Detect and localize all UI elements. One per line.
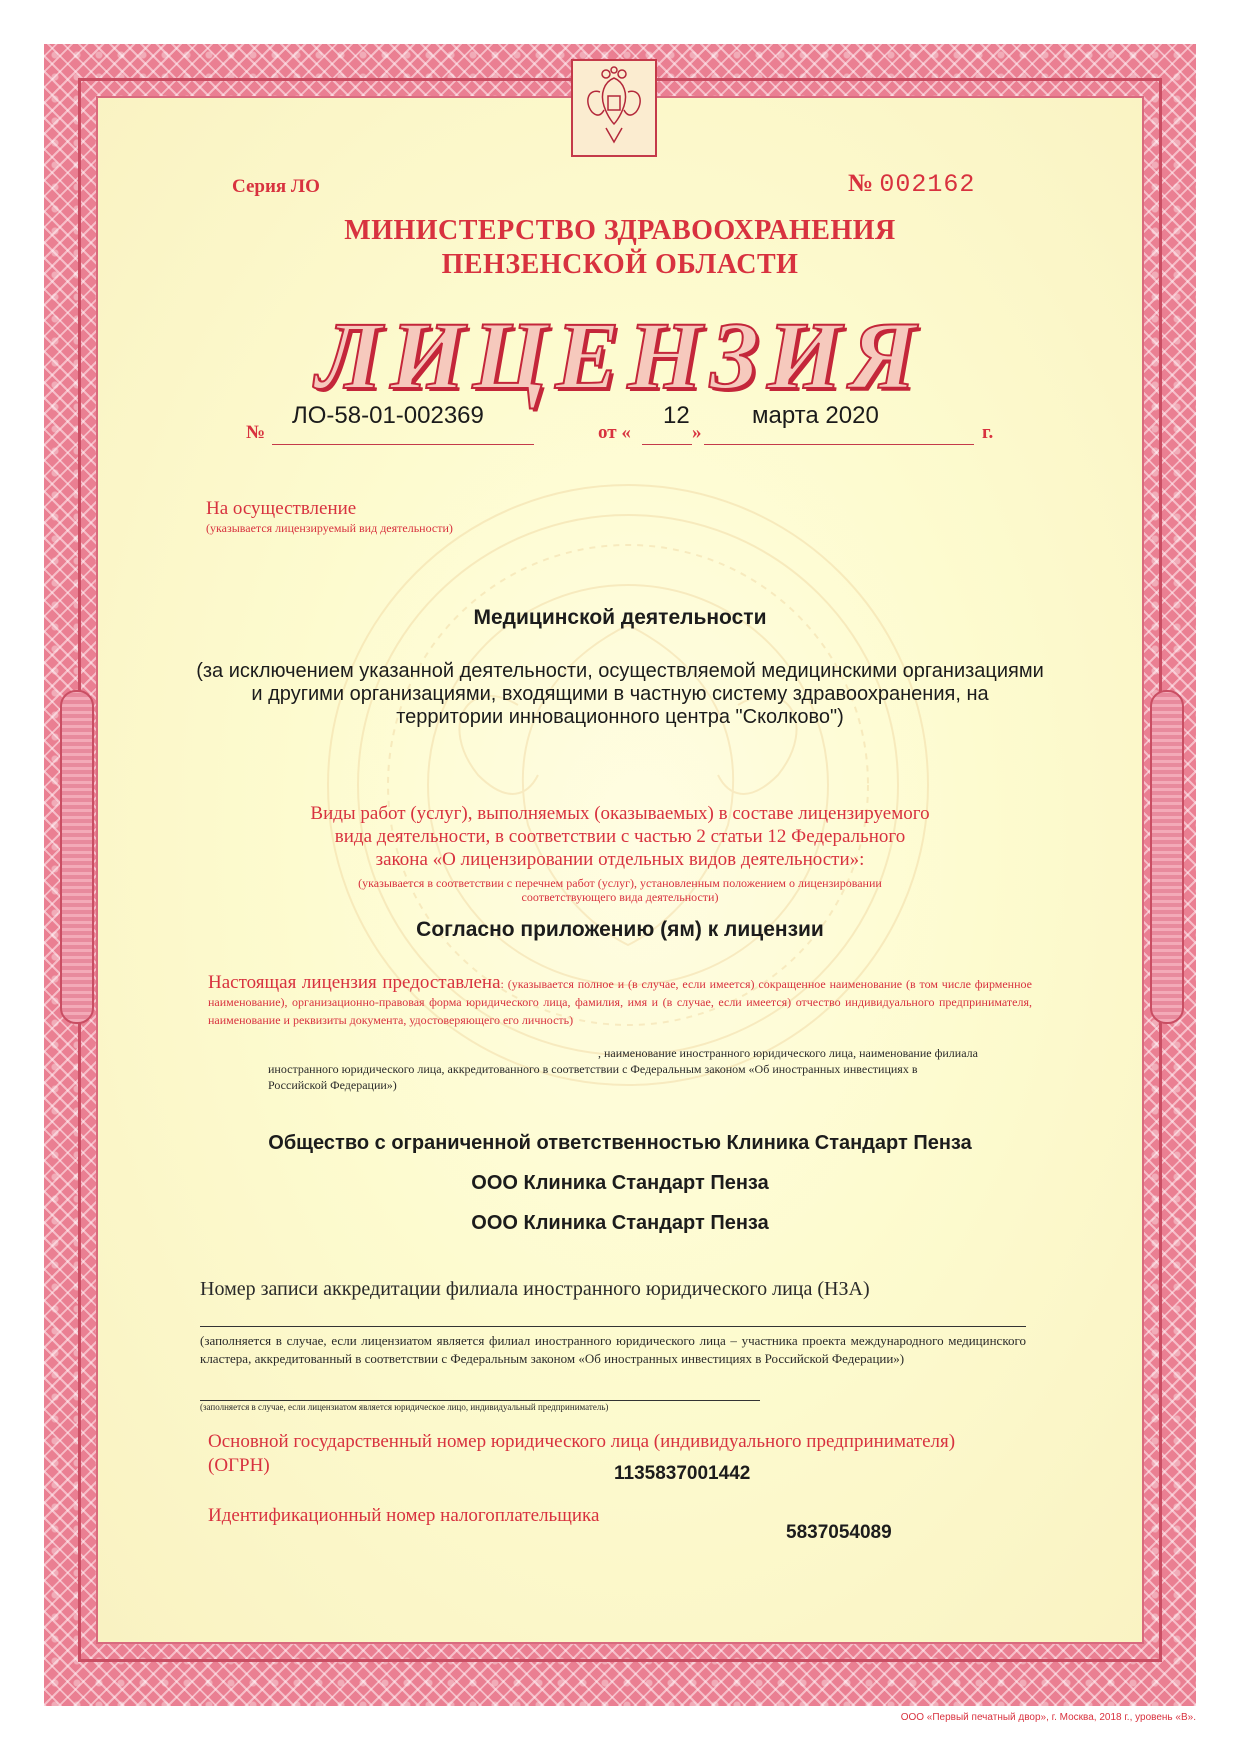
accreditation-line-2 — [200, 1400, 760, 1401]
grantee-hint-foreign-line-1: , наименование иностранного юридического лица, наименование филиала — [598, 1046, 978, 1060]
accreditation-hint: (заполняется в случае, если лицензиатом является филиал иностранного юридического лица – участника проекта международного медицинского кластера, аккредитованный в соответствии с Федеральным законом «Об иностранных инвестициях в Российской Федерации») — [200, 1333, 1026, 1366]
left-ornament-panel — [60, 690, 94, 1024]
accreditation-hint-small: (заполняется в случае, если лицензиатом является юридическое лицо, индивидуальный предприниматель) — [200, 1402, 609, 1412]
works-hint-line-1: (указывается в соответствии с перечнем работ (услуг), установленным положением о лицензировании — [358, 876, 882, 890]
form-number-digits: 002162 — [879, 170, 976, 199]
works-label — [200, 802, 1040, 871]
coat-of-arms-icon — [570, 58, 658, 158]
ministry-line-2: ПЕНЗЕНСКОЙ ОБЛАСТИ — [441, 249, 799, 280]
form-number — [848, 170, 975, 199]
date-month-line — [704, 444, 974, 445]
date-day-close: » — [692, 422, 702, 443]
printer-imprint: ООО «Первый печатный двор», г. Москва, 2018 г., уровень «В». — [900, 1712, 1196, 1723]
activity-note — [150, 660, 1090, 729]
grantee-brand-name: ООО Клиника Стандарт Пенза — [471, 1212, 769, 1234]
grantee-hint-foreign-line-3: Российской Федерации») — [268, 1078, 397, 1092]
date-day-value: 12 — [663, 402, 690, 429]
grantee-hint: : (указывается полное и (в случае, если имеется) сокращенное наименование (в том числе фирменное наименование), организационно-правовая форма юридического лица, фамилия, имя и (в случае, если имеется) отчество индивидуального предпринимателя, наименование и реквизиты документа, удостоверяющего его личность) — [208, 977, 1033, 1027]
inn-value: 5837054089 — [786, 1522, 892, 1543]
works-hint — [200, 876, 1040, 904]
inn-label: Идентификационный номер налогоплательщика — [208, 1505, 600, 1526]
works-hint-line-2: соответствующего вида деятельности) — [521, 890, 719, 904]
grantee-block — [208, 974, 1032, 1029]
license-number-line — [272, 444, 534, 445]
ogrn-value: 1135837001442 — [614, 1463, 751, 1484]
document-title: ЛИЦЕНЗИЯ — [316, 302, 924, 409]
series-label: Серия ЛО — [232, 176, 320, 197]
grantee-full-name: Общество с ограниченной ответственностью Клиника Стандарт Пенза — [268, 1132, 972, 1154]
grantee-short-name: ООО Клиника Стандарт Пенза — [471, 1172, 769, 1194]
license-number-label: № — [246, 422, 266, 443]
date-from-label: от « — [598, 422, 631, 443]
license-number-value: ЛО-58-01-002369 — [292, 402, 484, 429]
accreditation-label: Номер записи аккредитации филиала иностранного юридического лица (НЗА) — [200, 1278, 870, 1300]
date-month-year-value: марта 2020 — [752, 402, 879, 429]
accreditation-line — [200, 1326, 1026, 1327]
activity-note-line-2: и другими организациями, входящими в частную систему здравоохранения, на — [251, 683, 989, 705]
grantee-hint-foreign-line-2: иностранного юридического лица, аккредитованного в соответствии с Федеральным законом «Об иностранных инвестициях в — [268, 1062, 918, 1076]
works-label-line-3: закона «О лицензировании отдельных видов деятельности»: — [375, 849, 865, 870]
activity-value: Медицинской деятельности — [473, 606, 767, 629]
activity-hint: (указывается лицензируемый вид деятельности) — [206, 521, 453, 535]
number-sign: № — [848, 170, 874, 197]
works-label-line-2: вида деятельности, в соответствии с частью 2 статьи 12 Федерального — [334, 826, 906, 847]
ogrn-label-line-1: Основной государственный номер юридического лица (индивидуального предпринимателя) — [208, 1431, 956, 1452]
works-label-line-1: Виды работ (услуг), выполняемых (оказываемых) в составе лицензируемого — [310, 803, 930, 824]
issuing-authority — [0, 214, 1240, 282]
grantee-hint-foreign — [268, 1045, 1088, 1093]
ogrn-label — [208, 1430, 955, 1478]
ministry-line-1: МИНИСТЕРСТВО ЗДРАВООХРАНЕНИЯ — [344, 215, 896, 246]
date-day-line — [642, 444, 692, 445]
year-suffix: г. — [982, 422, 994, 443]
grantee-label: Настоящая лицензия предоставлена — [208, 972, 501, 993]
activity-label: На осуществление — [206, 498, 357, 519]
works-value: Согласно приложению (ям) к лицензии — [416, 918, 824, 941]
right-ornament-panel — [1150, 690, 1184, 1024]
activity-note-line-3: территории инновационного центра "Сколково") — [396, 706, 844, 728]
ogrn-label-line-2: (ОГРН) — [208, 1455, 270, 1476]
activity-note-line-1: (за исключением указанной деятельности, осуществляемой медицинскими организациями — [196, 660, 1044, 682]
